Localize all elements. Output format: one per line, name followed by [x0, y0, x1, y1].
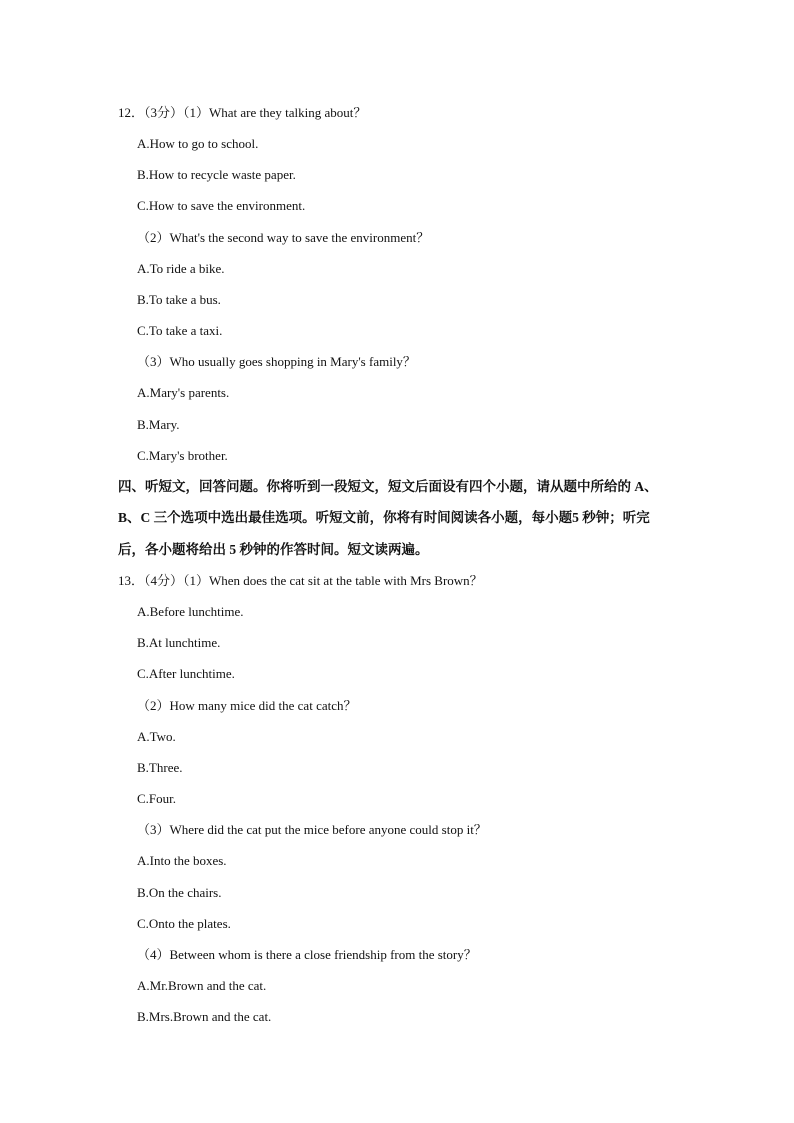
q13-2-option-b: B.Three. — [137, 760, 183, 775]
q12-2-prompt: （2）What's the second way to save the environment？ — [137, 230, 430, 245]
q13-3-option-c: C.Onto the plates. — [137, 916, 231, 931]
section-4-instructions-line-1: 四、听短文，回答问题。你将听到一段短文，短文后面设有四个小题，请从题中所给的 A、 — [118, 479, 658, 494]
q13-2-prompt: （2）How many mice did the cat catch？ — [137, 698, 357, 713]
q12-3-option-b: B.Mary. — [137, 417, 180, 432]
q13-2-option-a: A.Two. — [137, 729, 176, 744]
q13-4-prompt: （4）Between whom is there a close friendship from the story？ — [137, 947, 477, 962]
q13-4-option-a: A.Mr.Brown and the cat. — [137, 978, 267, 993]
q13-3-option-b: B.On the chairs. — [137, 885, 222, 900]
q13-1-option-c: C.After lunchtime. — [137, 666, 235, 681]
q13-1-option-a: A.Before lunchtime. — [137, 604, 244, 619]
q12-1-option-b: B.How to recycle waste paper. — [137, 167, 296, 182]
q12-2-option-b: B.To take a bus. — [137, 292, 221, 307]
section-4-instructions-line-2: B、C 三个选项中选出最佳选项。听短文前，你将有时间阅读各小题，每小题5 秒钟；听完 — [118, 510, 650, 525]
q13-2-option-c: C.Four. — [137, 791, 177, 806]
q12-3-option-c: C.Mary's brother. — [137, 448, 228, 463]
q12-3-option-a: A.Mary's parents. — [137, 385, 230, 400]
q12-1-option-c: C.How to save the environment. — [137, 198, 306, 213]
section-4-instructions-line-3: 后，各小题将给出 5 秒钟的作答时间。短文读两遍。 — [118, 542, 429, 557]
q13-1-option-b: B.At lunchtime. — [137, 635, 221, 650]
q13-3-prompt: （3）Where did the cat put the mice before anyone could stop it？ — [137, 822, 487, 837]
q12-3-prompt: （3）Who usually goes shopping in Mary's family？ — [137, 354, 416, 369]
q13-3-option-a: A.Into the boxes. — [137, 853, 227, 868]
q12-2-option-a: A.To ride a bike. — [137, 261, 225, 276]
q12-2-option-c: C.To take a taxi. — [137, 323, 223, 338]
q12-1-option-a: A.How to go to school. — [137, 136, 259, 151]
question-12-head: 12．（3分）（1）What are they talking about？ — [118, 105, 367, 120]
q13-4-option-b: B.Mrs.Brown and the cat. — [137, 1009, 272, 1024]
question-13-head: 13．（4分）（1）When does the cat sit at the table with Mrs Brown？ — [118, 573, 483, 588]
